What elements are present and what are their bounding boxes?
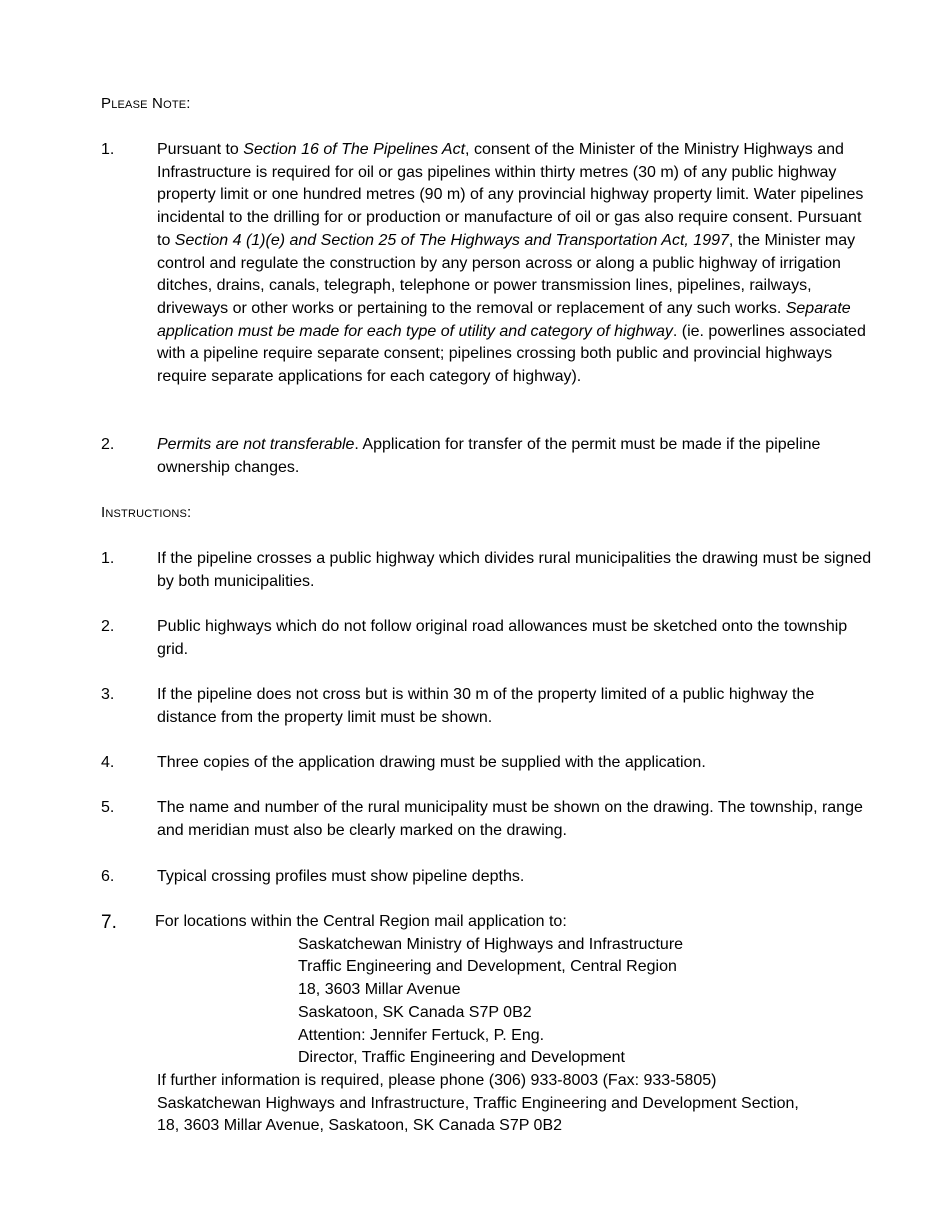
item-number: 7. bbox=[101, 912, 117, 933]
instruction-text: Three copies of the application drawing must be supplied with the application. bbox=[157, 754, 706, 771]
instruction-text: Typical crossing profiles must show pipeline depths. bbox=[157, 868, 525, 885]
contact-info bbox=[157, 1070, 897, 1138]
contact-line: Saskatchewan Highways and Infrastructure, Traffic Engineering and Development Section, bbox=[157, 1094, 799, 1112]
item-number: 2. bbox=[101, 618, 115, 635]
address-line: Traffic Engineering and Development, Central Region bbox=[298, 958, 677, 976]
note-item-1-text: Pursuant to Section 16 of The Pipelines Act, consent of the Minister of the Ministry Highways and Infrastructure is required for oil or gas pipelines within thirty metres (30 m) of any public highway property limit or one hundred metres (90 m) of any provincial highway property limit. Water pipelines incidental to the drilling for or production or manufacture of oil or gas also require consent. Pursuant to Section 4 (1)(e) and Section 25 of The Highways and Transportation Act, 1997, the Minister may control and regulate the construction by any person across or along a public highway of irrigation ditches, drains, canals, telegraph, telephone or power transmission lines, pipelines, railways, driveways or other works or pertaining to the removal or replacement of any such works. Separate application must be made for each type of utility and category of highway. (ie. powerlines associated with a pipeline require separate consent; pipelines crossing both public and provincial highways require separate applications for each category of highway). bbox=[157, 141, 866, 386]
mail-intro: For locations within the Central Region mail application to: bbox=[155, 913, 567, 930]
instruction-text: Public highways which do not follow original road allowances must be sketched onto the township grid. bbox=[157, 618, 848, 658]
instruction-text: If the pipeline crosses a public highway which divides rural municipalities the drawing must be signed by both municipalities. bbox=[157, 550, 872, 590]
item-number: 2. bbox=[101, 436, 115, 453]
instructions-heading: Instructions: bbox=[101, 504, 192, 521]
please-note-heading: Please Note: bbox=[101, 95, 191, 112]
note-item-2-text: Permits are not transferable. Application for transfer of the permit must be made if the pipeline ownership changes. bbox=[157, 436, 821, 476]
item-number: 6. bbox=[101, 868, 115, 885]
mailing-address bbox=[298, 934, 875, 1070]
instruction-text: The name and number of the rural municipality must be shown on the drawing. The township, range and meridian must also be clearly marked on the drawing. bbox=[157, 799, 863, 839]
address-line: Attention: Jennifer Fertuck, P. Eng. bbox=[298, 1026, 545, 1044]
item-number: 5. bbox=[101, 799, 115, 816]
item-number: 1. bbox=[101, 141, 115, 158]
address-line: Director, Traffic Engineering and Development bbox=[298, 1049, 625, 1067]
instruction-text: If the pipeline does not cross but is within 30 m of the property limited of a public highway the distance from the property limit must be shown. bbox=[157, 686, 815, 726]
contact-line: If further information is required, please phone (306) 933-8003 (Fax: 933-5805) bbox=[157, 1071, 717, 1089]
address-line: Saskatchewan Ministry of Highways and Infrastructure bbox=[298, 935, 684, 953]
contact-line: 18, 3603 Millar Avenue, Saskatoon, SK Canada S7P 0B2 bbox=[157, 1117, 563, 1135]
item-number: 3. bbox=[101, 686, 115, 703]
item-number: 1. bbox=[101, 550, 115, 567]
address-line: 18, 3603 Millar Avenue bbox=[298, 981, 461, 999]
address-line: Saskatoon, SK Canada S7P 0B2 bbox=[298, 1003, 532, 1021]
item-number: 4. bbox=[101, 754, 115, 771]
instruction-7-body bbox=[155, 911, 875, 1138]
